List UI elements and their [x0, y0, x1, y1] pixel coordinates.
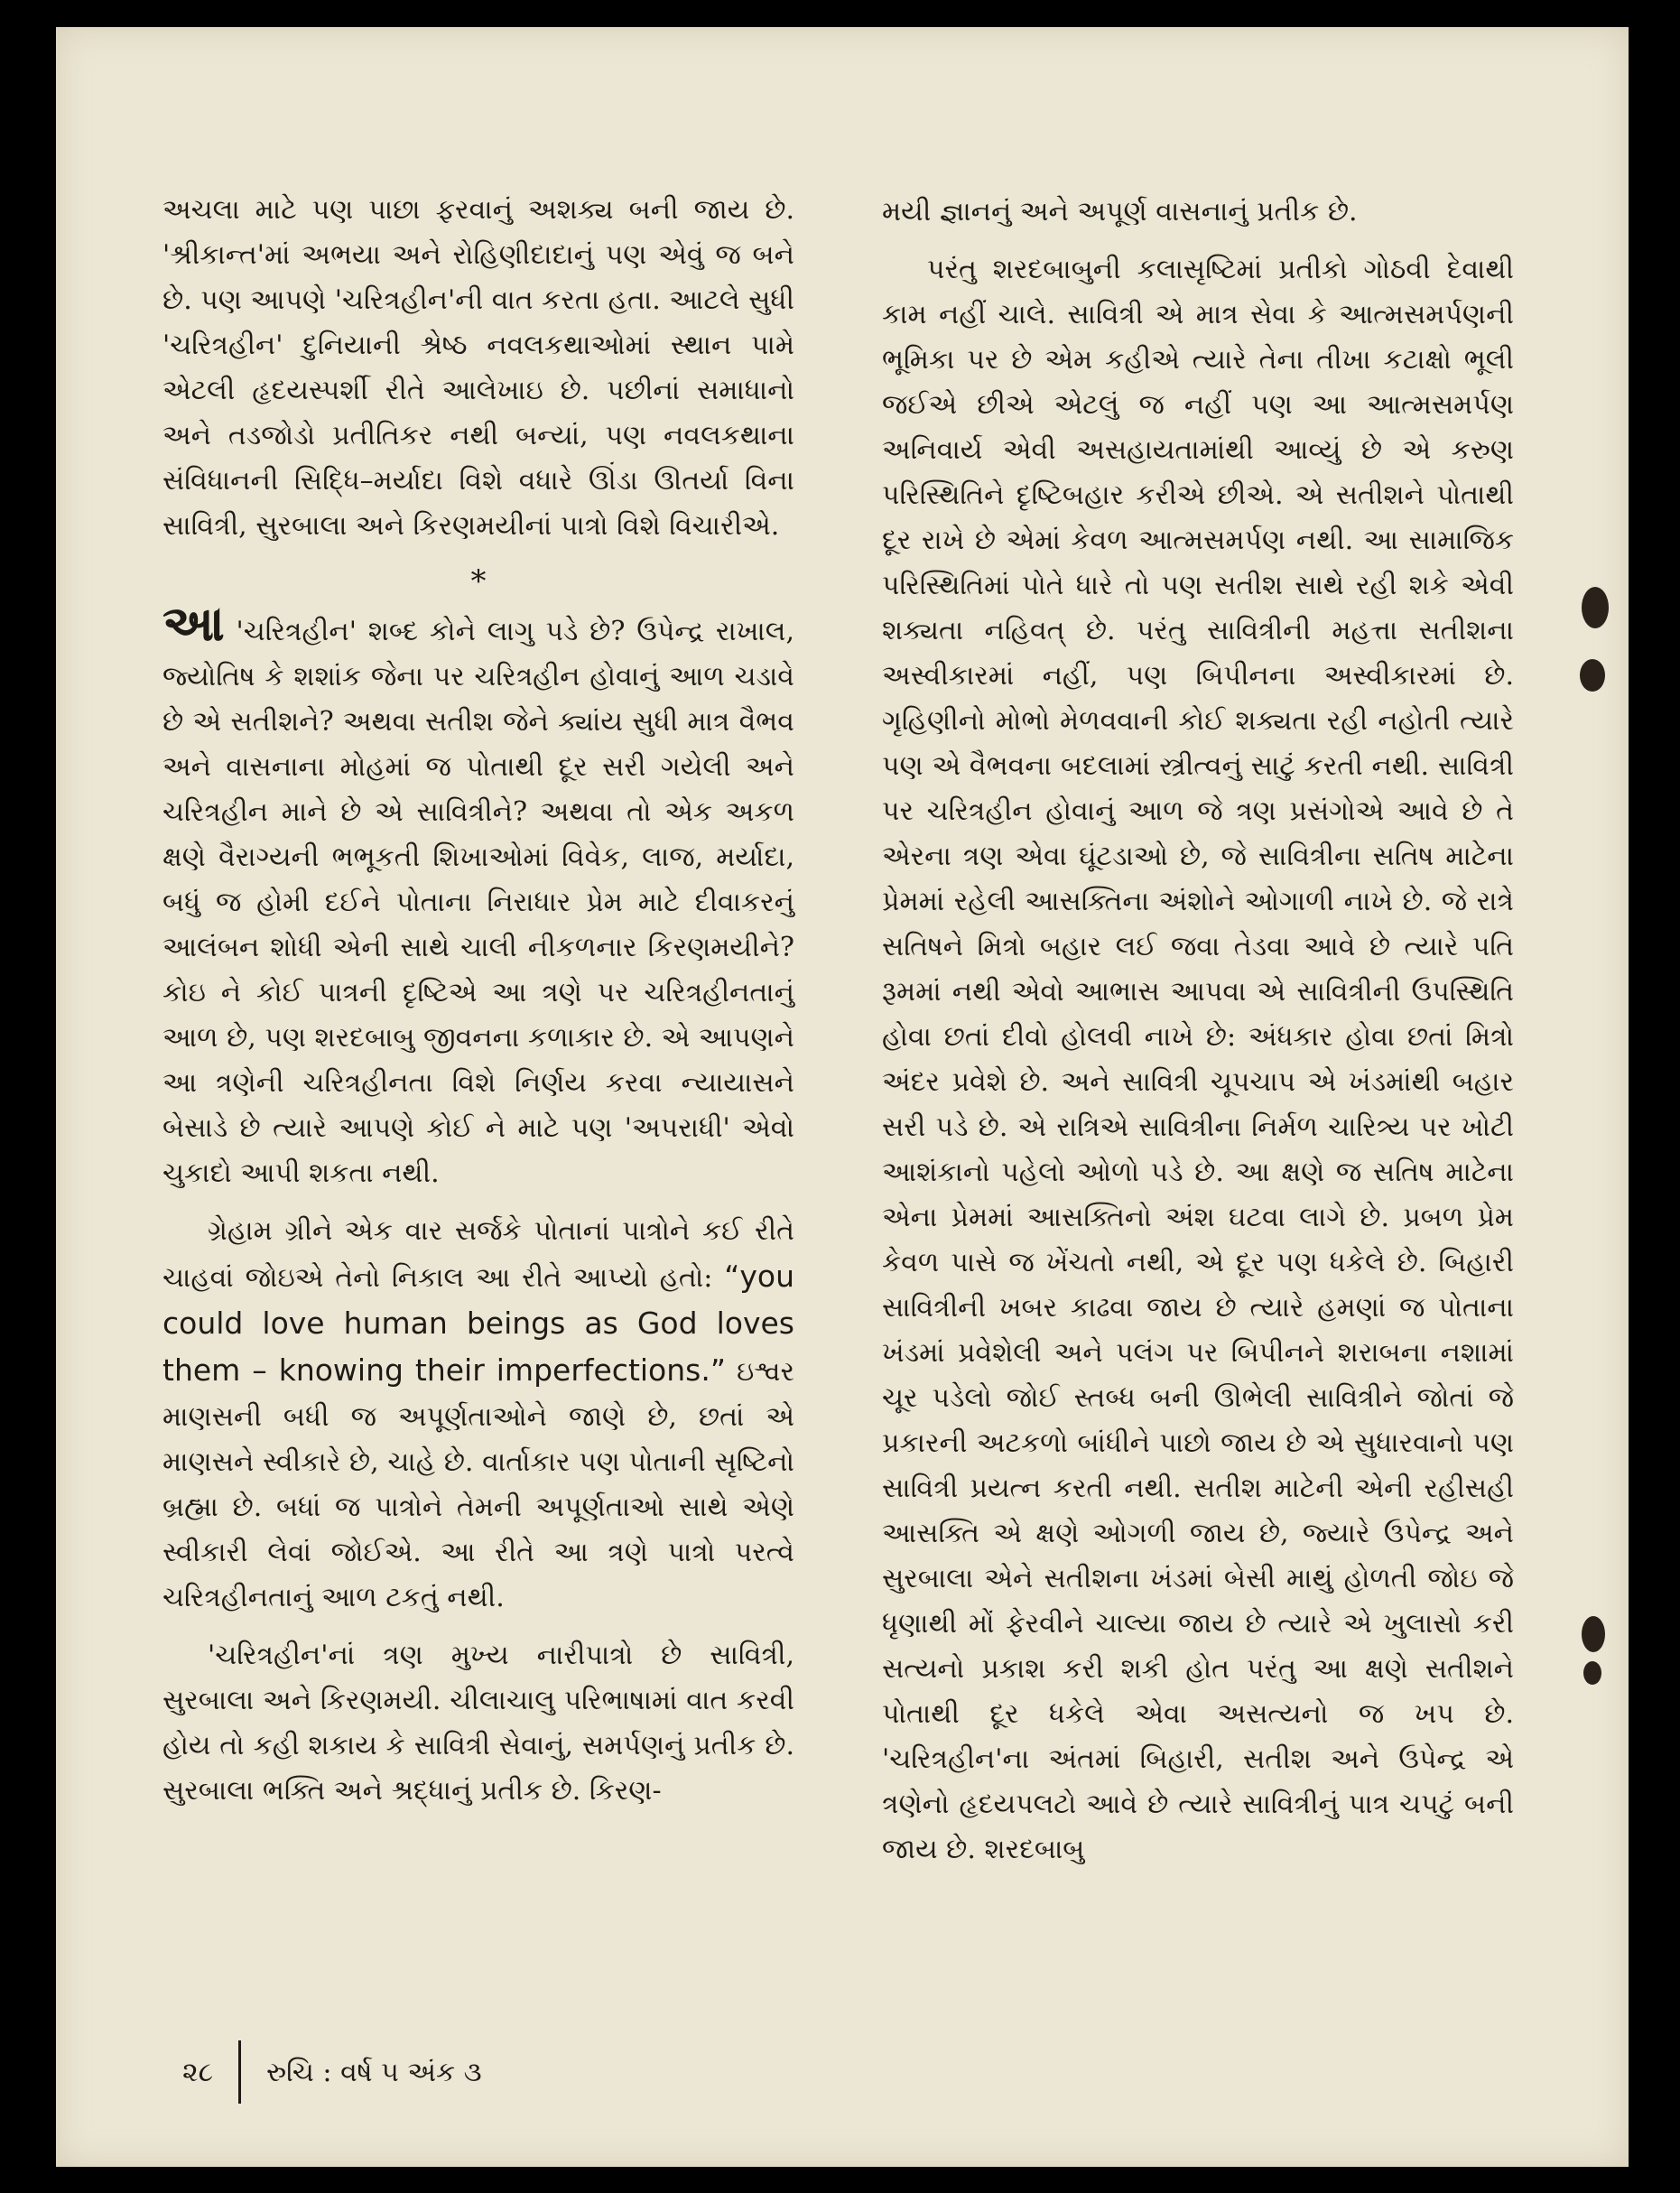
paragraph: [162, 1209, 794, 1621]
paragraph: [162, 594, 794, 1196]
ink-stain: [1582, 1616, 1605, 1652]
right-column: [882, 190, 1514, 1885]
document-page: [56, 27, 1629, 2167]
left-column: [162, 188, 794, 1826]
paragraph-text: 'ચરિત્રહીન' શબ્દ કોને લાગુ પડે છે? ઉપેન્દ્ર રાખાલ, જ્યોતિષ કે શશાંક જેના પર ચરિત્રહીન હોવાનું આળ ચડાવે છે એ સતીશને? અથવા સતીશ જેને ક્યાંય સુધી માત્ર વૈભવ અને વાસનાના મોહમાં જ પોતાથી દૂર સરી ગયેલી અને ચરિત્રહીન માને છે એ સાવિત્રીને? અથવા તો એક અકળ ક્ષણે વૈરાગ્યની ભભૂકતી શિખાઓમાં વિવેક, લાજ, મર્યાદા, બધું જ હોમી દઈને પોતાના નિરાધાર પ્રેમ માટે દીવાકરનું આલંબન શોધી એની સાથે ચાલી નીકળનાર કિરણમયીને? કોઇ ને કોઈ પાત્રની દૃષ્ટિએ આ ત્રણે પર ચરિત્રહીનતાનું આળ છે, પણ શરદબાબુ જીવનના કળાકાર છે. એ આપણને આ ત્રણેની ચરિત્રહીનતા વિશે નિર્ણય કરવા ન્યાયાસને બેસાડે છે ત્યારે આપણે કોઈ ને માટે પણ 'અપરાધી' એવો ચુકાદો આપી શકતા નથી.: [162, 616, 794, 1189]
journal-issue: રુચિ : વર્ષ ૫ અંક ૩: [266, 2056, 482, 2088]
paragraph-text: ગ્રેહામ ગ્રીને એક વાર સર્જકે પોતાનાં પાત્રોને કઈ રીતે ચાહવાં જોઇએ તેનો નિકાલ આ રીતે આપ્યો હતો:: [162, 1215, 794, 1294]
drop-cap: આ: [162, 594, 225, 652]
english-quote: “you could love human beings as God loves them – knowing their imperfections.”: [162, 1259, 794, 1388]
paragraph: પરંતુ શરદબાબુની કલાસૃષ્ટિમાં પ્રતીકો ગોઠવી દેવાથી કામ નહીં ચાલે. સાવિત્રી એ માત્ર સેવા કે આત્મસમર્પણની ભૂમિકા પર છે એમ કહીએ ત્યારે તેના તીખા કટાક્ષો ભૂલી જઈએ છીએ એટલું જ નહીં પણ આ આત્મસમર્પણ અનિવાર્ય એવી અસહાયતામાંથી આવ્યું છે એ કરુણ પરિસ્થિતિને દૃષ્ટિબહાર કરીએ છીએ. એ સતીશને પોતાથી દૂર રાખે છે એમાં કેવળ આત્મસમર્પણ નથી. આ સામાજિક પરિસ્થિતિમાં પોતે ધારે તો પણ સતીશ સાથે રહી શકે એવી શક્યતા નહિવત્ છે. પરંતુ સાવિત્રીની મહત્તા સતીશના અસ્વીકારમાં નહીં, પણ બિપીનના અસ્વીકારમાં છે. ગૃહિણીનો મોભો મેળવવાની કોઈ શક્યતા રહી નહોતી ત્યારે પણ એ વૈભવના બદલામાં સ્ત્રીત્વનું સાટું કરતી નથી. સાવિત્રી પર ચરિત્રહીન હોવાનું આળ જે ત્રણ પ્રસંગોએ આવે છે તે એરના ત્રણ એવા ઘૂંટડાઓ છે, જે સાવિત્રીના સતિષ માટેના પ્રેમમાં રહેલી આસક્તિના અંશોને ઓગાળી નાખે છે. જે રાત્રે સતિષને મિત્રો બહાર લઈ જવા તેડવા આવે છે ત્યારે પતિ રૂમમાં નથી એવો આભાસ આપવા એ સાવિત્રીની ઉપસ્થિતિ હોવા છતાં દીવો હોલવી નાખે છે: અંધકાર હોવા છતાં મિત્રો અંદર પ્રવેશે છે. અને સાવિત્રી ચૂપચાપ એ ખંડમાંથી બહાર સરી પડે છે. એ રાત્રિએ સાવિત્રીના નિર્મળ ચારિત્ર્ય પર ખોટી આશંકાનો પહેલો ઓળો પડે છે. આ ક્ષણે જ સતિષ માટેના એના પ્રેમમાં આસક્તિનો અંશ ઘટવા લાગે છે. પ્રબળ પ્રેમ કેવળ પાસે જ ખેંચતો નથી, એ દૂર પણ ધકેલે છે. બિહારી સાવિત્રીની ખબર કાઢવા જાય છે ત્યારે હમણાં જ પોતાના ખંડમાં પ્રવેશેલી અને પલંગ પર બિપીનને શરાબના નશામાં ચૂર પડેલો જોઈ સ્તબ્ધ બની ઊભેલી સાવિત્રીને જોતાં જે પ્રકારની અટકળો બાંધીને પાછો જાય છે એ સુધારવાનો પણ સાવિત્રી પ્રયત્ન કરતી નથી. સતીશ માટેની એની રહીસહી આસક્તિ એ ક્ષણે ઓગળી જાય છે, જ્યારે ઉપેન્દ્ર અને સુરબાલા એને સતીશના ખંડમાં બેસી માથું હોળતી જોઇ જે ધૃણાથી મોં ફેરવીને ચાલ્યા જાય છે ત્યારે એ ખુલાસો કરી સત્યનો પ્રકાશ કરી શકી હોત પરંતુ આ ક્ષણે સતીશને પોતાથી દૂર ધકેલે એવા અસત્યનો જ ખપ છે. 'ચરિત્રહીન'ના અંતમાં બિહારી, સતીશ અને ઉપેન્દ્ર એ ત્રણેનો હૃદયપલટો આવે છે ત્યારે સાવિત્રીનું પાત્ર ચપટું બની જાય છે. શરદબાબુ: [882, 254, 1514, 1865]
ink-stain: [1580, 659, 1605, 692]
paragraph-text: ઇશ્વર માણસની બધી જ અપૂર્ણતાઓને જાણે છે, છતાં એ માણસને સ્વીકારે છે, ચાહે છે. વાર્તાકાર પણ પોતાની સૃષ્ટિનો બ્રહ્મા છે. બધાં જ પાત્રોને તેમની અપૂર્ણતાઓ સાથે એણે સ્વીકારી લેવાં જોઈએ. આ રીતે આ ત્રણે પાત્રો પરત્વે ચરિત્રહીનતાનું આળ ટકતું નથી.: [162, 1356, 795, 1613]
page-number: ૨૮: [182, 2056, 214, 2088]
footer-divider: [238, 2040, 241, 2104]
ink-stain: [1583, 1661, 1601, 1685]
section-separator: *: [470, 563, 487, 599]
page-footer: [182, 2040, 482, 2104]
paragraph: મયી જ્ઞાનનું અને અપૂર્ણ વાસનાનું પ્રતીક છે.: [882, 196, 1358, 228]
ink-stain: [1582, 587, 1609, 628]
paragraph: 'ચરિત્રહીન'નાં ત્રણ મુખ્ય નારીપાત્રો છે સાવિત્રી, સુરબાલા અને કિરણમયી. ચીલાચાલુ પરિભાષામાં વાત કરવી હોય તો કહી શકાય કે સાવિત્રી સેવાનું, સમર્પણનું પ્રતીક છે. સુરબાલા ભક્તિ અને શ્રદ્ધાનું પ્રતીક છે. કિરણ-: [162, 1640, 794, 1807]
paragraph: અચલા માટે પણ પાછા ફરવાનું અશક્ય બની જાય છે. 'શ્રીકાન્ત'માં અભયા અને રોહિણીદાદાનું પણ એવું જ બને છે. પણ આપણે 'ચરિત્રહીન'ની વાત કરતા હતા. આટલે સુધી 'ચરિત્રહીન' દુનિયાની શ્રેષ્ઠ નવલકથાઓમાં સ્થાન પામે એટલી હૃદયસ્પર્શી રીતે આલેખાઇ છે. પછીનાં સમાધાનો અને તડજોડો પ્રતીતિકર નથી બન્યાં, પણ નવલકથાના સંવિધાનની સિદ્ધિ–મર્યાદા વિશે વધારે ઊંડા ઊતર્યા વિના સાવિત્રી, સુરબાલા અને કિરણમયીનાં પાત્રો વિશે વિચારીએ.: [162, 194, 795, 542]
